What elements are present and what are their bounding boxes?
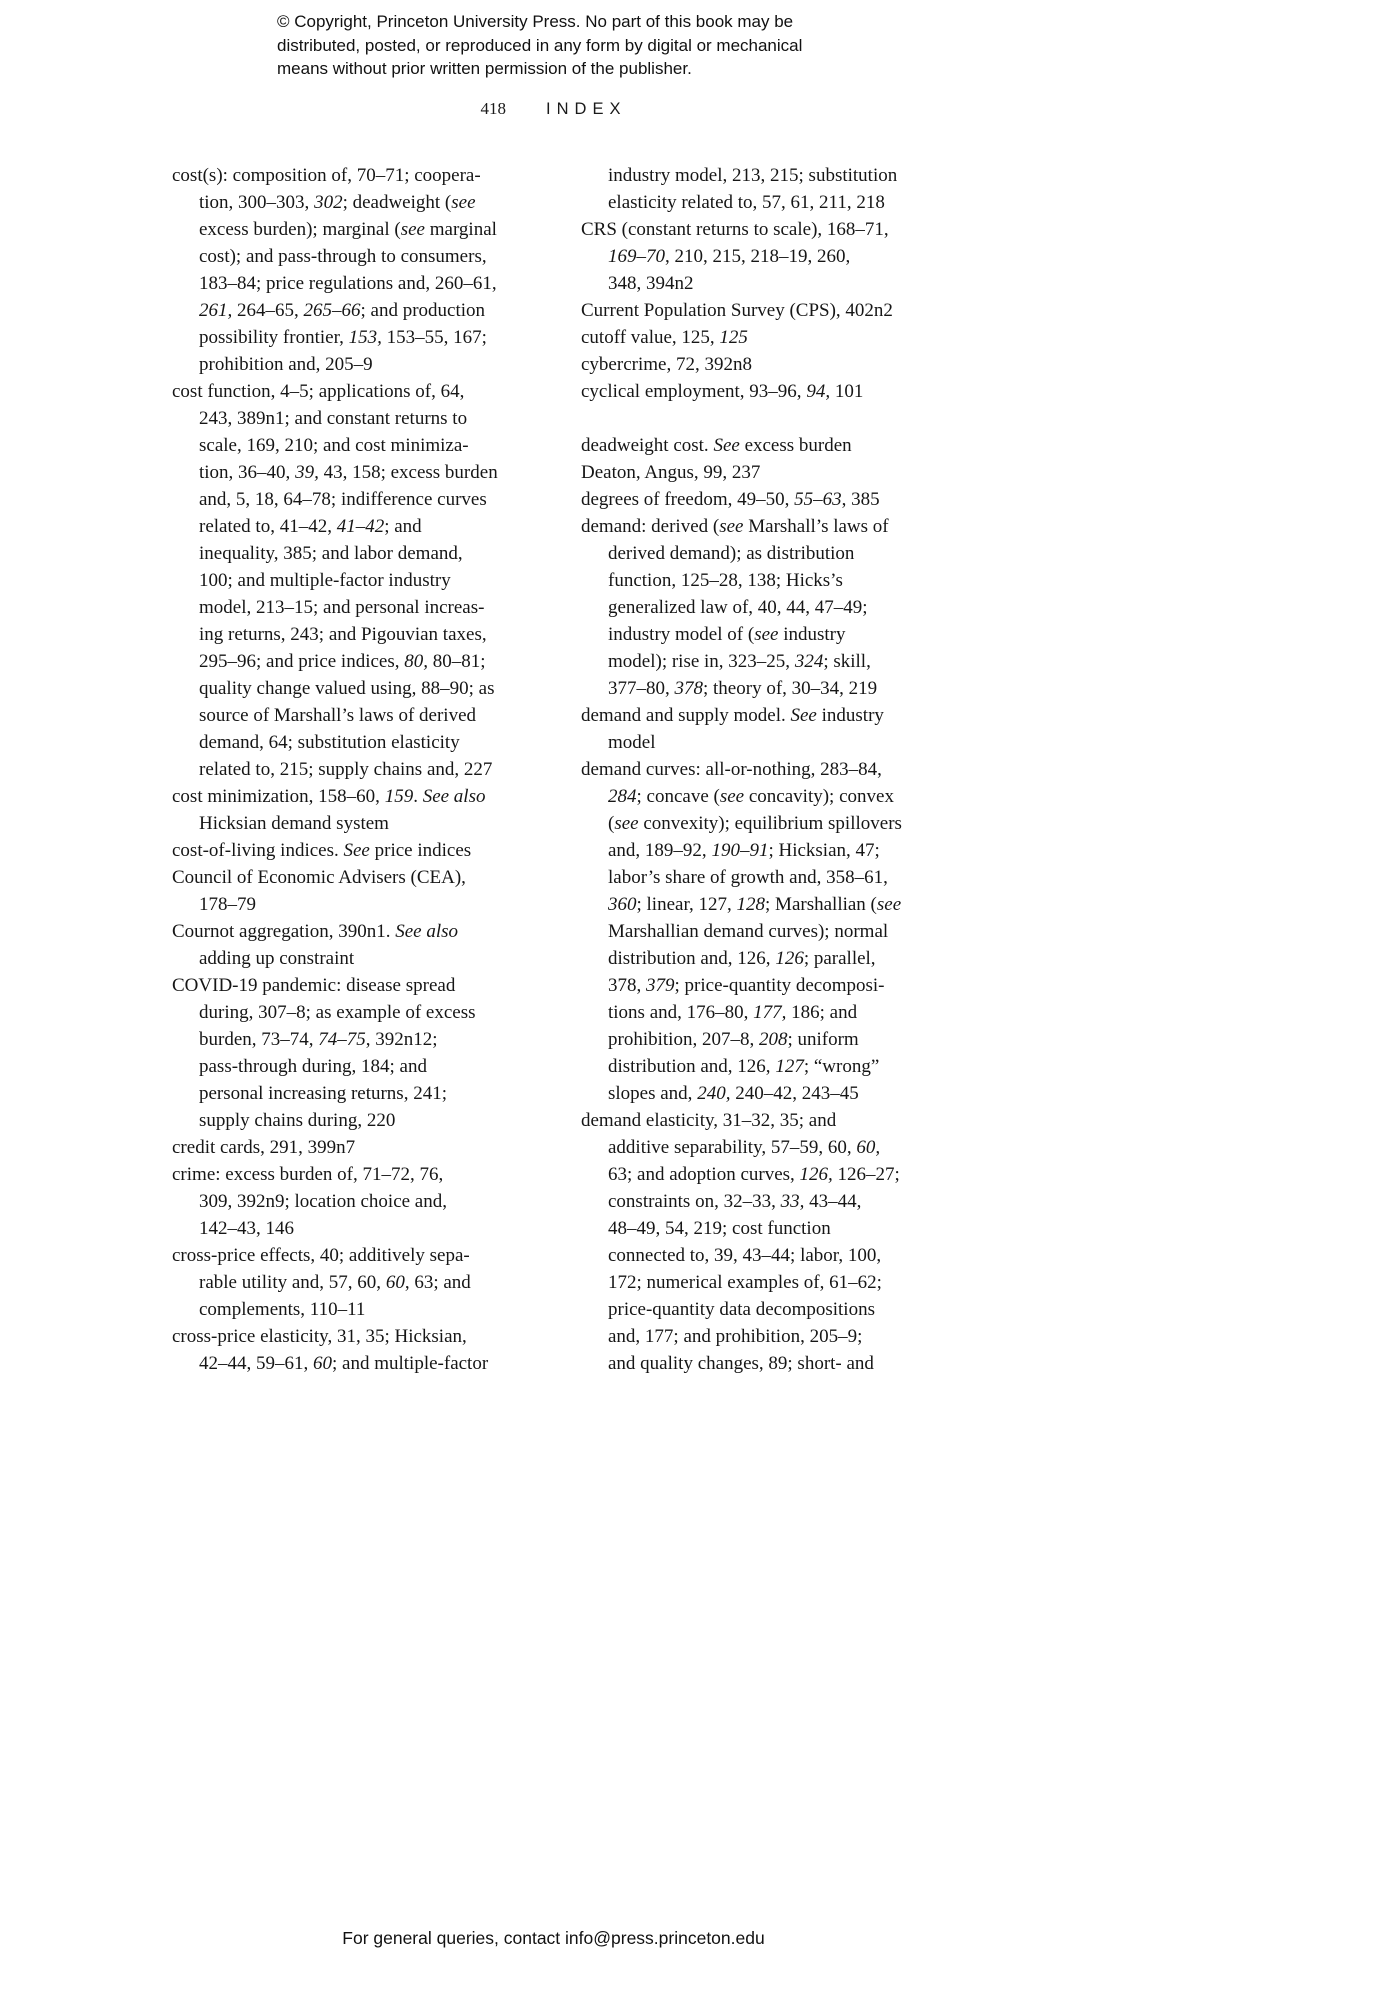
index-entry: COVID-19 pandemic: disease spread during, 307–8; as example of excess burden, 73–74, 74–75, 392n12; pass-through during, 184; and personal increasing returns, 241; supply chains during, 220 [172, 975, 476, 1131]
index-entry: degrees of freedom, 49–50, 55–63, 385 [581, 489, 880, 510]
index-entry: cost(s): composition of, 70–71; coopera- tion, 300–303, 302; deadweight (see excess burden); marginal (see marginal cost); and pass-through to consumers, 183–84; price regulations and, 260–61, 261, 264–65, 265–66; and production possibility frontier, 153, 153–55, 167; prohibition and, 205–9 [172, 165, 497, 375]
index-entry: CRS (constant returns to scale), 168–71, 169–70, 210, 215, 218–19, 260, 348, 394n2 [581, 219, 889, 294]
copyright-notice: © Copyright, Princeton University Press. No part of this book may be distributed, posted, or reproduced in any form by digital or mechanical means without prior written permission of the publisher. [277, 12, 803, 78]
index-column-right [581, 162, 962, 1377]
index-entry: cybercrime, 72, 392n8 [581, 354, 752, 375]
index-entry: demand and supply model. See industry model [581, 705, 884, 753]
index-entry: demand elasticity, 31–32, 35; and additive separability, 57–59, 60, 60, 63; and adoption curves, 126, 126–27; constraints on, 32–33, 33, 43–44, 48–49, 54, 219; cost function connected to, 39, 43–44; labor, 100, 172; numerical examples of, 61–62; price-quantity data decompositions and, 177; and prohibition, 205–9; and quality changes, 89; short- and [581, 1110, 900, 1374]
index-entry-continuation: industry model, 213, 215; substitution elasticity related to, 57, 61, 211, 218 [608, 165, 898, 213]
index-entry: cross-price effects, 40; additively sepa- rable utility and, 57, 60, 60, 63; and complements, 110–11 [172, 1245, 471, 1320]
index-entry: cross-price elasticity, 31, 35; Hicksian, 42–44, 59–61, 60; and multiple-factor [172, 1326, 489, 1374]
index-entry: cyclical employment, 93–96, 94, 101 [581, 381, 864, 402]
footer-contact: For general queries, contact info@press.princeton.edu [342, 1928, 765, 1948]
index-entry: cost function, 4–5; applications of, 64, 243, 389n1; and constant returns to scale, 169, 210; and cost minimiza- tion, 36–40, 39, 43, 158; excess burden and, 5, 18, 64–78; indifference curves related to, 41–42, 41–42; and inequality, 385; and labor demand, 100; and multiple-factor industry model, 213–15; and personal increas- ing returns, 243; and Pigouvian taxes, 295–96; and price indices, 80, 80–81; quality change valued using, 88–90; as source of Marshall’s laws of derived demand, 64; substitution elasticity related to, 215; supply chains and, 227 [172, 381, 498, 780]
index-columns [172, 162, 962, 1377]
index-entry: Council of Economic Advisers (CEA), 178–79 [172, 867, 466, 915]
index-entry: crime: excess burden of, 71–72, 76, 309, 392n9; location choice and, 142–43, 146 [172, 1164, 447, 1239]
index-entry: deadweight cost. See excess burden [581, 435, 852, 456]
index-column-left [172, 162, 553, 1377]
page-number: 418 [480, 99, 507, 118]
index-entry: demand curves: all-or-nothing, 283–84, 284; concave (see concavity); convex (see convexity); equilibrium spillovers and, 189–92, 190–91; Hicksian, 47; labor’s share of growth and, 358–61, 360; linear, 127, 128; Marshallian (see Marshallian demand curves); normal distribution and, 126, 126; parallel, 378, 379; price-quantity decomposi- tions and, 176–80, 177, 186; and prohibition, 207–8, 208; uniform distribution and, 126, 127; “wrong” slopes and, 240, 240–42, 243–45 [581, 759, 902, 1104]
index-entry: Deaton, Angus, 99, 237 [581, 462, 761, 483]
index-entry: Cournot aggregation, 390n1. See also adding up constraint [172, 921, 459, 969]
index-title: INDEX [546, 100, 627, 118]
index-entry: demand: derived (see Marshall’s laws of derived demand); as distribution function, 125–28, 138; Hicks’s generalized law of, 40, 44, 47–49; industry model of (see industry model); rise in, 323–25, 324; skill, 377–80, 378; theory of, 30–34, 219 [581, 516, 889, 699]
index-entry: cost-of-living indices. See price indices [172, 840, 472, 861]
index-entry: Current Population Survey (CPS), 402n2 [581, 300, 893, 321]
running-head [172, 99, 935, 119]
index-entry: cutoff value, 125, 125 [581, 327, 748, 348]
index-entry: credit cards, 291, 399n7 [172, 1137, 356, 1158]
index-entry: cost minimization, 158–60, 159. See also Hicksian demand system [172, 786, 486, 834]
